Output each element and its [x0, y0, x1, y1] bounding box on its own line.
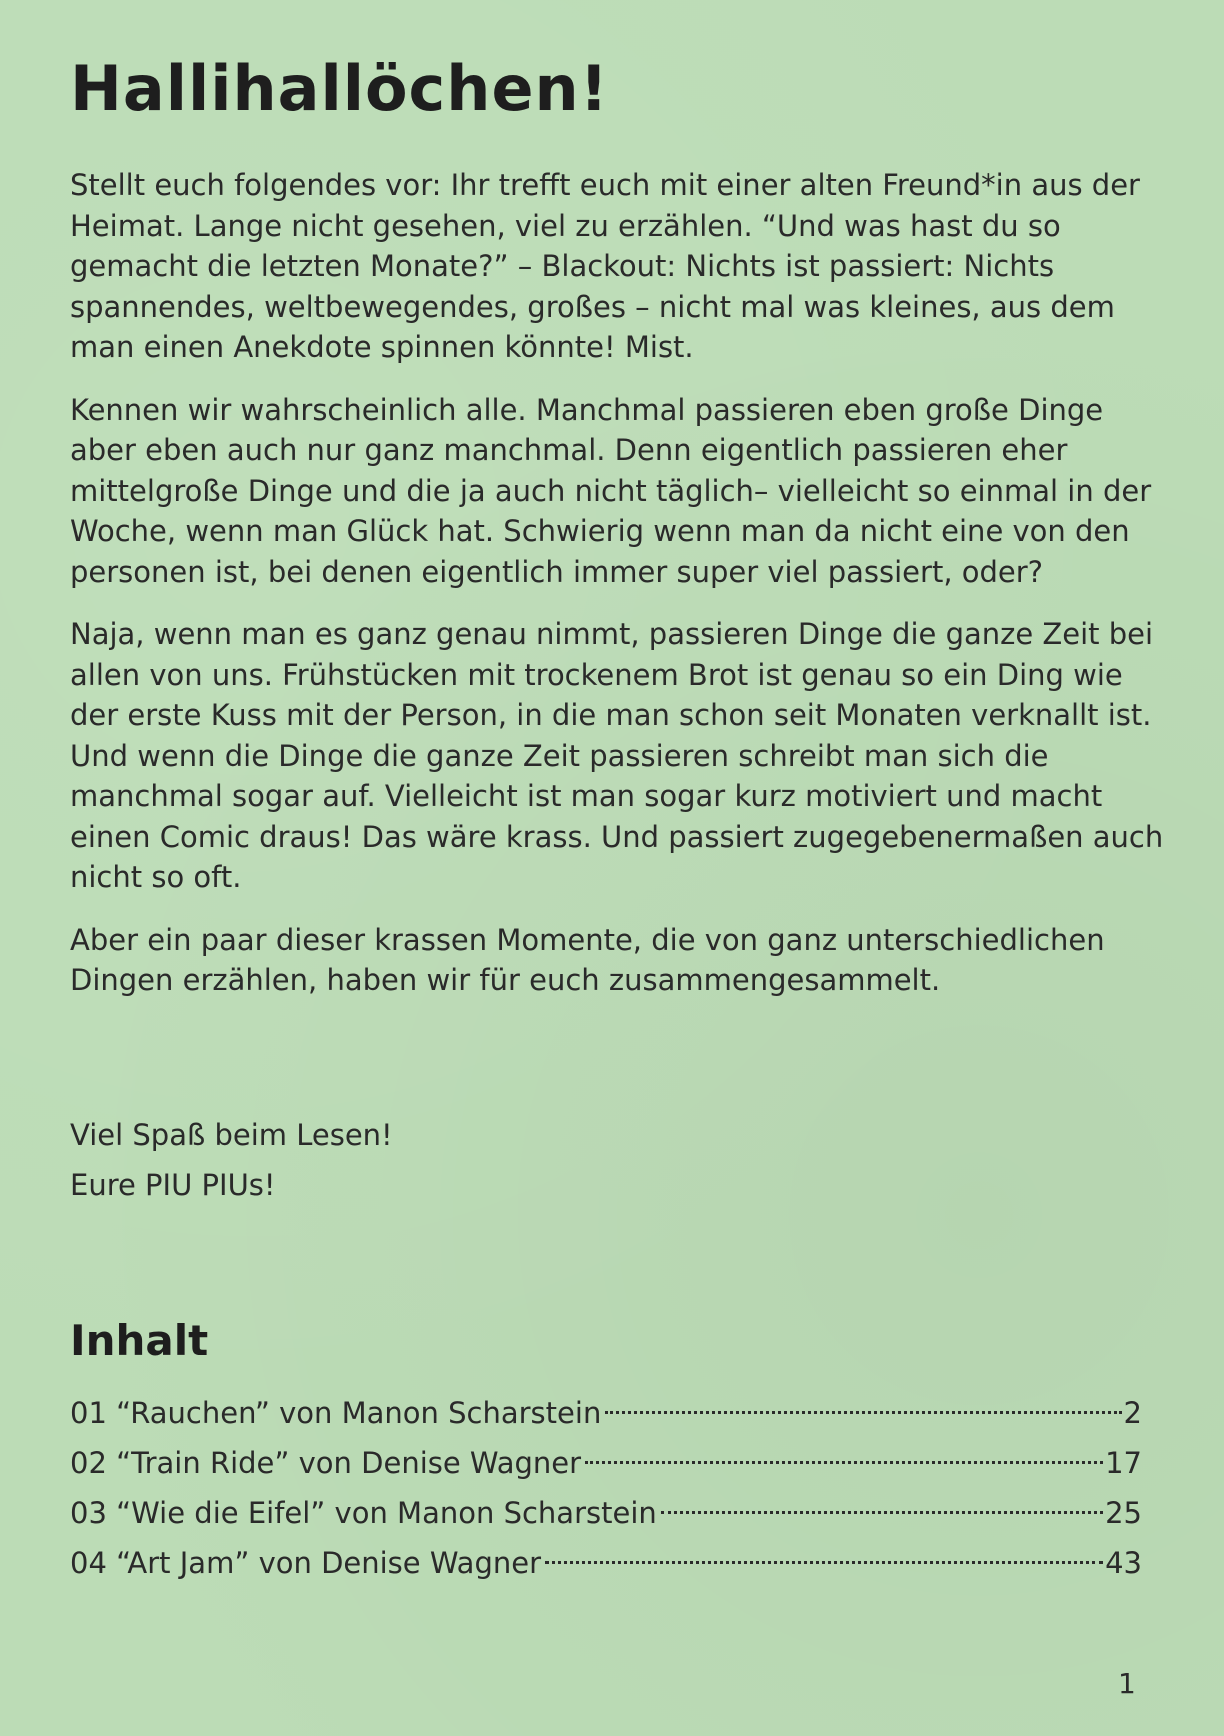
- toc-entry-title: 03 “Wie die Eifel” von Manon Scharstein: [70, 1496, 657, 1530]
- signoff-greeting: Viel Spaß beim Lesen!: [70, 1118, 393, 1152]
- toc-dot-leader: [605, 1411, 1121, 1414]
- intro-paragraph: Naja, wenn man es ganz genau nimmt, passieren Dinge die ganze Zeit bei allen von uns. Frühstücken mit trockenem Brot ist genau so ein Ding wie der erste Kuss mit der Person, in die man schon seit Monaten verknallt ist. Und wenn die Dinge die ganze Zeit passieren schreibt man sich die manchmal sogar auf. Vielleicht ist man sogar kurz motiviert und macht einen Comic draus! Das wäre krass. Und passiert zugegebenermaßen auch nicht so oft.: [70, 617, 1164, 894]
- intro-paragraph: Stellt euch folgendes vor: Ihr trefft euch mit einer alten Freund*in aus der Heimat. Lange nicht gesehen, viel zu erzählen. “Und was hast du so gemacht die letzten Monate?” – Blackout: Nichts ist passiert: Nichts spannendes, weltbewegendes, großes – nicht mal was kleines, aus dem man einen Anekdote spinnen könnte! Mist.: [70, 168, 1140, 364]
- toc-entry-title: 04 “Art Jam” von Denise Wagner: [70, 1546, 541, 1580]
- toc-entry-page: 17: [1105, 1446, 1142, 1480]
- toc-heading: Inhalt: [70, 1316, 209, 1365]
- signoff: [70, 1110, 393, 1210]
- toc-entry-page: 25: [1105, 1496, 1142, 1530]
- toc-entry-title: 01 “Rauchen” von Manon Scharstein: [70, 1396, 602, 1430]
- toc-entry-title: 02 “Train Ride” von Denise Wagner: [70, 1446, 582, 1480]
- toc-dot-leader: [661, 1511, 1103, 1514]
- toc-entry-page: 43: [1105, 1546, 1142, 1580]
- table-of-contents: [70, 1388, 1142, 1588]
- intro-paragraph: Aber ein paar dieser krassen Momente, die von ganz unterschiedlichen Dingen erzählen, haben wir für euch zusammengesammelt.: [70, 922, 1105, 997]
- toc-entry[interactable]: [70, 1488, 1142, 1538]
- toc-entry[interactable]: [70, 1388, 1142, 1438]
- page-title: Hallihallöchen!: [70, 52, 609, 125]
- signoff-signature: Eure PIU PIUs!: [70, 1168, 276, 1202]
- page-number: 1: [1118, 1667, 1136, 1700]
- toc-dot-leader: [585, 1461, 1103, 1464]
- intro-text: [70, 165, 1170, 1023]
- toc-entry[interactable]: [70, 1438, 1142, 1488]
- intro-paragraph: Kennen wir wahrscheinlich alle. Manchmal passieren eben große Dinge aber eben auch nur ganz manchmal. Denn eigentlich passieren eher mittelgroße Dinge und die ja auch nicht täglich– vielleicht so einmal in der Woche, wenn man Glück hat. Schwierig wenn man da nicht eine von den personen ist, bei denen eigentlich immer super viel passiert, oder?: [70, 392, 1152, 589]
- toc-entry-page: 2: [1123, 1396, 1142, 1430]
- toc-dot-leader: [545, 1561, 1103, 1564]
- toc-entry[interactable]: [70, 1538, 1142, 1588]
